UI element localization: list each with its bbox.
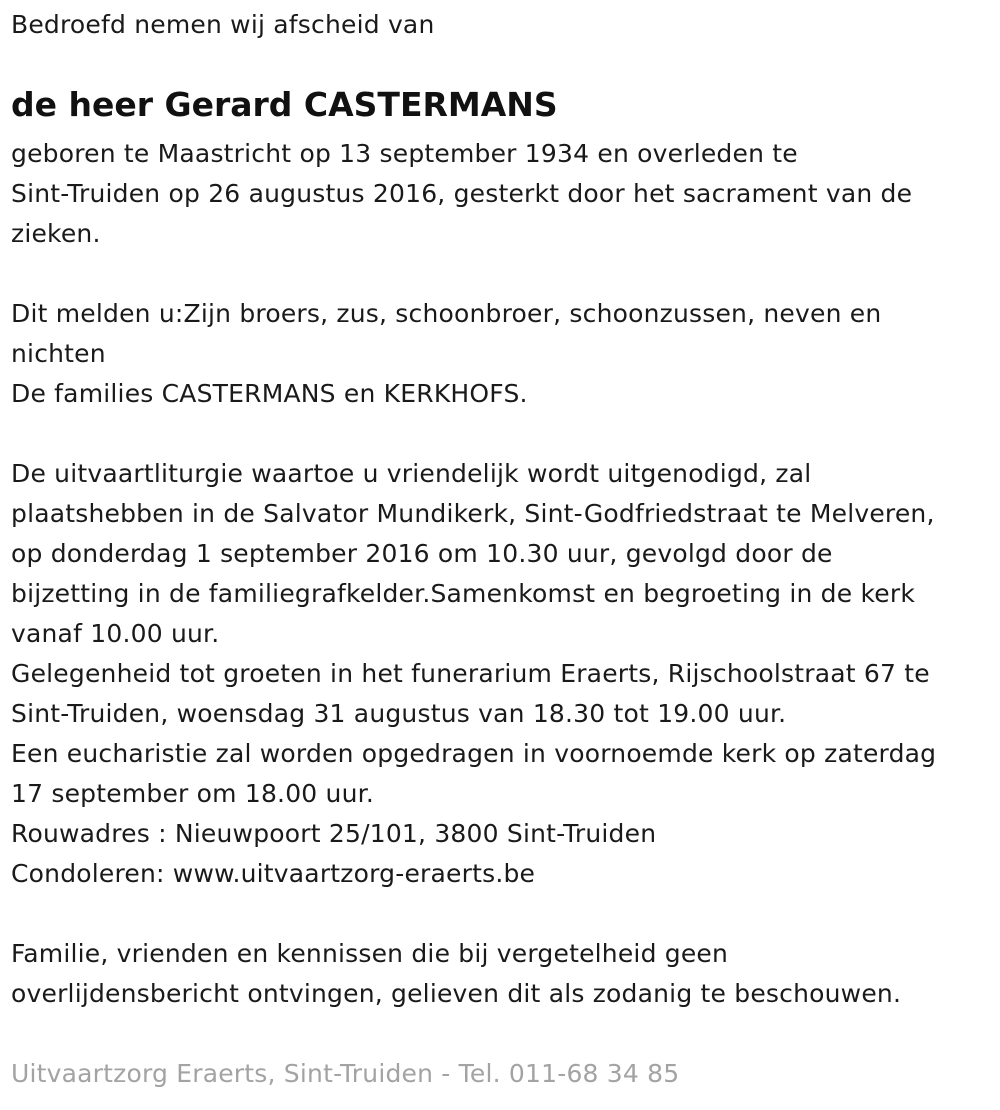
paragraph-line: De uitvaartliturgie waartoe u vriendelijk wordt uitgenodigd, zal <box>11 459 812 488</box>
condolence-website: Condoleren: www.uitvaartzorg-eraerts.be <box>11 859 536 888</box>
paragraph-line: Sint-Truiden, woensdag 31 augustus van 18.30 tot 19.00 uur. <box>11 699 787 728</box>
paragraph-line: Een eucharistie zal worden opgedragen in voornoemde kerk op zaterdag <box>11 739 937 768</box>
paragraph-line: nichten <box>11 339 106 368</box>
mourning-address: Rouwadres : Nieuwpoort 25/101, 3800 Sint-Truiden <box>11 819 657 848</box>
paragraph-line: bijzetting in de familiegrafkelder.Samenkomst en begroeting in de kerk <box>11 579 916 608</box>
announcement-paragraph <box>11 294 881 414</box>
paragraph-line: plaatshebben in de Salvator Mundikerk, Sint-Godfriedstraat te Melveren, <box>11 499 935 528</box>
birth-death-paragraph <box>11 134 912 254</box>
paragraph-line: op donderdag 1 september 2016 om 10.30 uur, gevolgd door de <box>11 539 833 568</box>
paragraph-line: Sint-Truiden op 26 augustus 2016, gesterkt door het sacrament van de <box>11 179 913 208</box>
funeral-details-paragraph <box>11 454 936 894</box>
paragraph-line: overlijdensbericht ontvingen, gelieven dit als zodanig te beschouwen. <box>11 979 902 1008</box>
paragraph-line: 17 september om 18.00 uur. <box>11 779 374 808</box>
paragraph-line: zieken. <box>11 219 101 248</box>
closing-paragraph <box>11 934 901 1014</box>
intro-text: Bedroefd nemen wij afscheid van <box>11 10 435 39</box>
deceased-name: de heer Gerard CASTERMANS <box>11 85 558 124</box>
paragraph-line: vanaf 10.00 uur. <box>11 619 220 648</box>
funeral-home-footer: Uitvaartzorg Eraerts, Sint-Truiden - Tel. 011-68 34 85 <box>11 1059 680 1088</box>
paragraph-line: Dit melden u:Zijn broers, zus, schoonbroer, schoonzussen, neven en <box>11 299 882 328</box>
paragraph-line: geboren te Maastricht op 13 september 1934 en overleden te <box>11 139 798 168</box>
paragraph-line: Gelegenheid tot groeten in het funerarium Eraerts, Rijschoolstraat 67 te <box>11 659 930 688</box>
paragraph-line: Familie, vrienden en kennissen die bij vergetelheid geen <box>11 939 729 968</box>
paragraph-line: De families CASTERMANS en KERKHOFS. <box>11 379 528 408</box>
